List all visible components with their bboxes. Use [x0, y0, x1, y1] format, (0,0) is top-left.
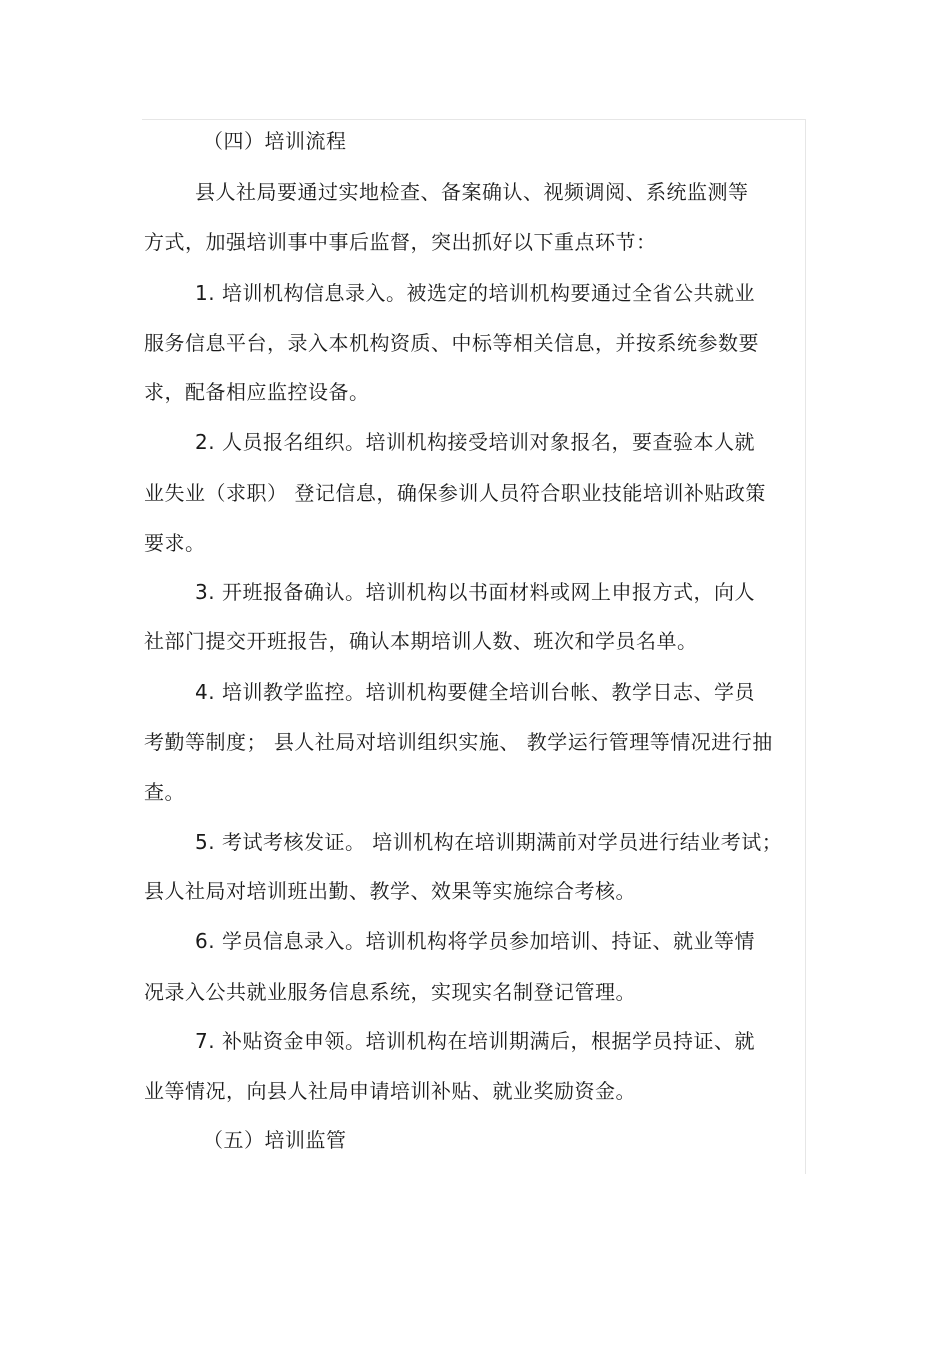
item-5-line-2: 县人社局对培训班出勤、教学、效果等实施综合考核。 — [144, 879, 636, 903]
item-3-line-2: 社部门提交开班报告，确认本期培训人数、班次和学员名单。 — [144, 629, 698, 653]
item-3-line-1: 3. 开班报备确认。培训机构以书面材料或网上申报方式，向人 — [195, 580, 755, 604]
section-heading-training-supervision: （五）培训监管 — [203, 1128, 347, 1152]
intro-line-2: 方式，加强培训事中事后监督，突出抓好以下重点环节： — [144, 230, 657, 254]
section-heading-training-process: （四）培训流程 — [203, 129, 347, 153]
item-2-line-1: 2. 人员报名组织。培训机构接受培训对象报名，要查验本人就 — [195, 430, 755, 454]
item-1-line-2: 服务信息平台，录入本机构资质、中标等相关信息，并按系统参数要 — [144, 331, 759, 355]
item-6-line-1: 6. 学员信息录入。培训机构将学员参加培训、持证、就业等情 — [195, 929, 755, 953]
intro-line-1: 县人社局要通过实地检查、备案确认、视频调阅、系统监测等 — [195, 180, 749, 204]
item-2-line-3: 要求。 — [144, 531, 206, 555]
item-1-line-3: 求，配备相应监控设备。 — [144, 380, 370, 404]
item-7-line-2: 业等情况，向县人社局申请培训补贴、就业奖励资金。 — [144, 1079, 636, 1103]
item-5-line-1: 5. 考试考核发证。 培训机构在培训期满前对学员进行结业考试； — [195, 830, 783, 854]
item-6-line-2: 况录入公共就业服务信息系统，实现实名制登记管理。 — [144, 980, 636, 1004]
item-4-line-3: 查。 — [144, 780, 185, 804]
item-1-line-1: 1. 培训机构信息录入。被选定的培训机构要通过全省公共就业 — [195, 281, 755, 305]
item-2-line-2: 业失业（求职） 登记信息，确保参训人员符合职业技能培训补贴政策 — [144, 481, 766, 505]
item-4-line-1: 4. 培训教学监控。培训机构要健全培训台帐、教学日志、学员 — [195, 680, 755, 704]
item-4-line-2: 考勤等制度； 县人社局对培训组织实施、 教学运行管理等情况进行抽 — [144, 730, 773, 754]
item-7-line-1: 7. 补贴资金申领。培训机构在培训期满后，根据学员持证、就 — [195, 1029, 755, 1053]
